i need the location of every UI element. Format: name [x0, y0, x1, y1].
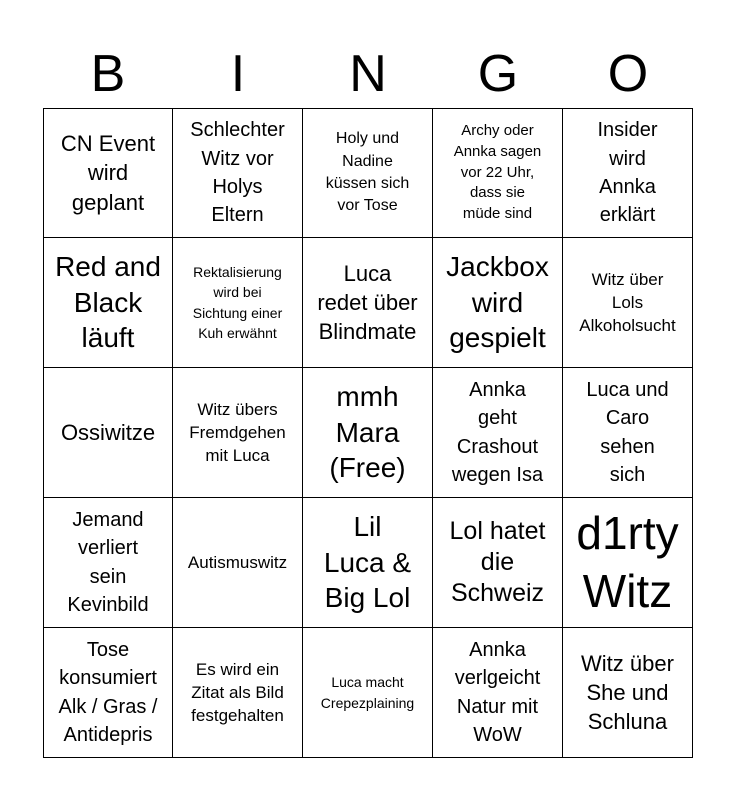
- header-letter-g: G: [477, 45, 519, 103]
- cell-text: Annka geht Crashout wegen Isa: [451, 378, 544, 486]
- cell-text: Witz über She und Schluna: [581, 650, 674, 735]
- bingo-cell[interactable]: [43, 238, 173, 368]
- bingo-cell[interactable]: [303, 498, 433, 628]
- cell-text: Red and Black läuft: [55, 250, 161, 354]
- cell-text: Witz übers Fremdgehen mit Luca: [189, 399, 286, 466]
- bingo-cell[interactable]: [173, 498, 303, 628]
- cell-text: Jackbox wird gespielt: [446, 250, 549, 354]
- cell-text: Rektalisierung wird bei Sichtung einer Kuh erwähnt: [192, 263, 283, 341]
- bingo-cell[interactable]: [433, 238, 563, 368]
- cell-text: Lil Luca & Big Lol: [323, 510, 412, 614]
- bingo-cell[interactable]: [303, 238, 433, 368]
- bingo-cell[interactable]: [563, 628, 693, 758]
- cell-text: Tose konsumiert Alk / Gras / Antidepris: [58, 638, 158, 746]
- cell-text: Holy und Nadine küssen sich vor Tose: [325, 130, 410, 215]
- bingo-cell[interactable]: [303, 368, 433, 498]
- bingo-cell[interactable]: [433, 498, 563, 628]
- bingo-cell[interactable]: [433, 628, 563, 758]
- cell-text: Luca redet über Blindmate: [317, 260, 418, 345]
- bingo-cell[interactable]: [173, 368, 303, 498]
- bingo-cell[interactable]: [43, 108, 173, 238]
- bingo-cell[interactable]: [303, 108, 433, 238]
- bingo-header: [43, 40, 693, 108]
- cell-text: CN Event wird geplant: [60, 131, 156, 215]
- cell-text: Es wird ein Zitat als Bild festgehalten: [191, 659, 284, 726]
- bingo-cell[interactable]: [173, 238, 303, 368]
- cell-text: Lol hatet die Schweiz: [449, 516, 546, 608]
- bingo-cell[interactable]: [173, 108, 303, 238]
- cell-text: Annka verlgeicht Natur mit WoW: [454, 638, 541, 746]
- header-letter-b: B: [90, 45, 126, 103]
- bingo-cell[interactable]: [43, 498, 173, 628]
- header-letter-i: I: [230, 45, 246, 103]
- cell-text: Witz über Lols Alkoholsucht: [579, 269, 676, 336]
- bingo-cell[interactable]: [43, 628, 173, 758]
- cell-text: mmh Mara (Free): [329, 380, 406, 484]
- cell-text: Schlechter Witz vor Holys Eltern: [190, 119, 285, 227]
- bingo-cell[interactable]: [433, 368, 563, 498]
- bingo-cell[interactable]: [303, 628, 433, 758]
- cell-text: Luca und Caro sehen sich: [586, 378, 669, 486]
- bingo-cell[interactable]: [563, 368, 693, 498]
- bingo-cell[interactable]: [173, 628, 303, 758]
- header-letter-n: N: [349, 45, 387, 103]
- cell-text: Archy oder Annka sagen vor 22 Uhr, dass sie müde sind: [453, 122, 542, 223]
- cell-text: Insider wird Annka erklärt: [597, 119, 658, 227]
- cell-text: d1rty Witz: [576, 507, 679, 617]
- bingo-cell[interactable]: [43, 368, 173, 498]
- bingo-board: [43, 108, 693, 758]
- cell-text: Autismuswitz: [187, 552, 288, 572]
- cell-text: Luca macht Crepezplaining: [320, 674, 415, 711]
- bingo-cell[interactable]: [563, 108, 693, 238]
- bingo-cell[interactable]: [563, 238, 693, 368]
- cell-text: Jemand verliert sein Kevinbild: [67, 508, 149, 616]
- header-letter-o: O: [607, 45, 649, 103]
- cell-text: Ossiwitze: [60, 419, 156, 445]
- bingo-cell[interactable]: [563, 498, 693, 628]
- bingo-cell[interactable]: [433, 108, 563, 238]
